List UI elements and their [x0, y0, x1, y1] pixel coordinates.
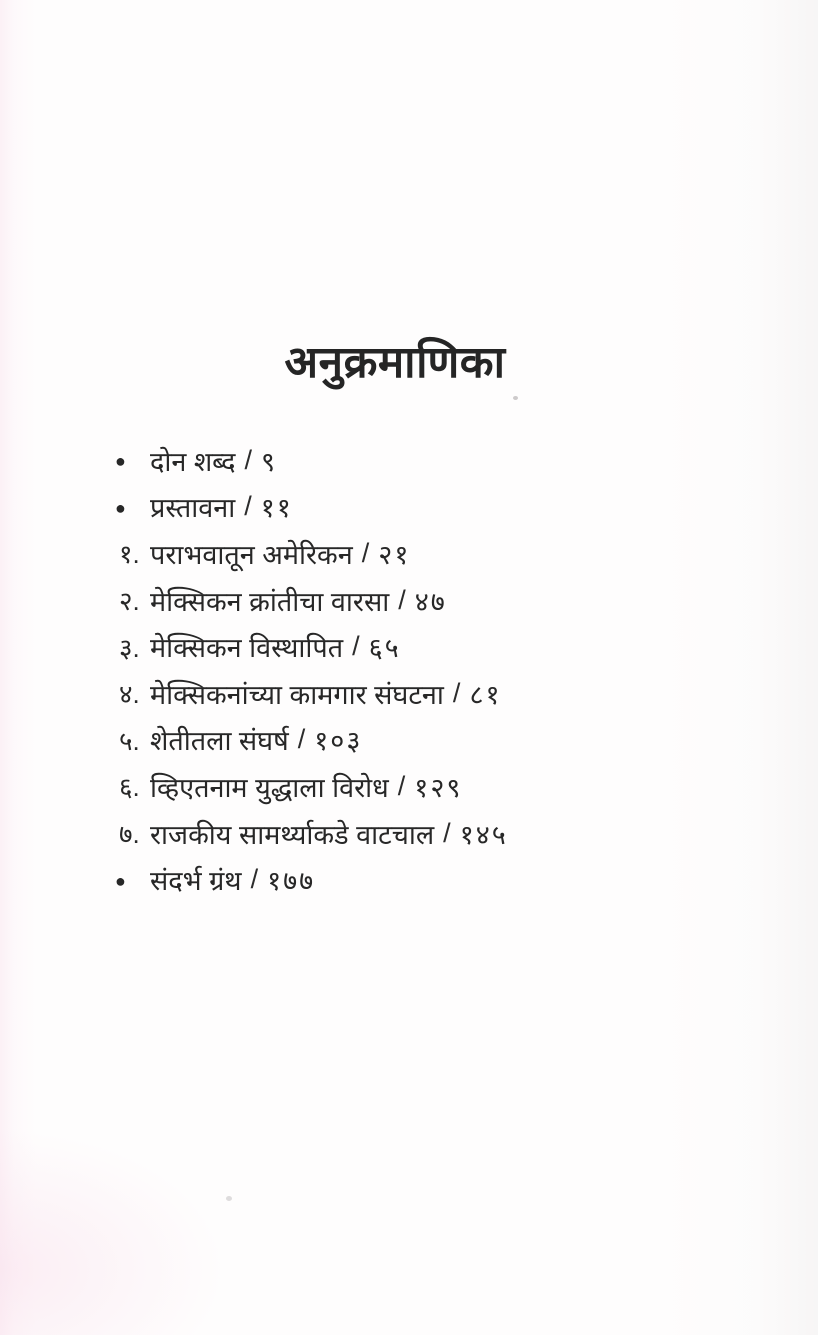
toc-entry-page: ६५ [368, 633, 401, 664]
toc-entry-page: १२९ [414, 772, 463, 803]
toc-entry [115, 623, 778, 670]
toc-entry-number: २. [119, 586, 140, 617]
toc-entry-title: मेक्सिकन क्रांतीचा वारसा [150, 586, 390, 617]
toc-entry-number: ५. [119, 725, 140, 756]
toc-entry-page: १७७ [267, 866, 316, 897]
toc-separator: / [361, 537, 370, 568]
toc-entry [115, 530, 778, 577]
toc-entry [115, 717, 778, 764]
page-title: अनुक्रमाणिका [284, 338, 506, 387]
scan-speck [513, 396, 518, 400]
toc-entry [115, 763, 778, 810]
toc-entry-title: प्रस्तावना [150, 493, 236, 524]
scan-speck [226, 1196, 232, 1201]
toc-entry [115, 484, 778, 531]
toc-entry-number: १. [119, 539, 140, 570]
toc-entry-number: ७. [119, 819, 140, 850]
toc-entry-title: पराभवातून अमेरिकन [150, 539, 353, 570]
toc-entry-page: १०३ [314, 726, 363, 757]
toc-separator: / [244, 491, 252, 522]
toc-entry-page: ८१ [469, 679, 502, 710]
bullet-icon: ● [115, 451, 126, 472]
toc-entry-title: राजकीय सामर्थ्याकडे वाटचाल [150, 819, 435, 850]
toc-entry [115, 670, 778, 717]
toc-separator: / [452, 677, 461, 708]
toc-entry [115, 437, 778, 484]
toc-entry-page: ९ [261, 446, 278, 477]
toc-entry-title: व्हिएतनाम युद्धाला विरोध [150, 772, 389, 803]
bullet-icon: ● [115, 497, 126, 518]
toc-entry-page: ४७ [414, 586, 447, 617]
toc-entry [115, 856, 778, 903]
toc-separator: / [250, 864, 259, 895]
toc-entry-title: मेक्सिकन विस्थापित [150, 633, 344, 664]
toc-entry-number: ४. [119, 679, 140, 710]
toc-separator: / [297, 724, 306, 755]
toc-entry-title: संदर्भ ग्रंथ [150, 866, 242, 897]
toc-list [115, 437, 778, 903]
toc-entry-page: १४५ [459, 819, 508, 850]
toc-separator: / [244, 444, 253, 475]
toc-entry-title: दोन शब्द [150, 446, 236, 477]
toc-entry-number: ३. [119, 632, 140, 663]
toc-entry-title: शेतीतला संघर्ष [150, 726, 289, 757]
toc-entry [115, 577, 778, 624]
toc-separator: / [443, 817, 451, 848]
toc-entry-title: मेक्सिकनांच्या कामगार संघटना [150, 679, 444, 710]
toc-separator: / [397, 770, 406, 801]
toc-entry-number: ६. [119, 772, 140, 803]
toc-entry-page: २१ [378, 539, 411, 570]
toc-entry [115, 810, 778, 857]
bullet-icon: ● [115, 870, 126, 891]
toc-entry-page: ११ [260, 493, 293, 524]
toc-separator: / [398, 584, 406, 615]
toc-separator: / [352, 631, 360, 662]
